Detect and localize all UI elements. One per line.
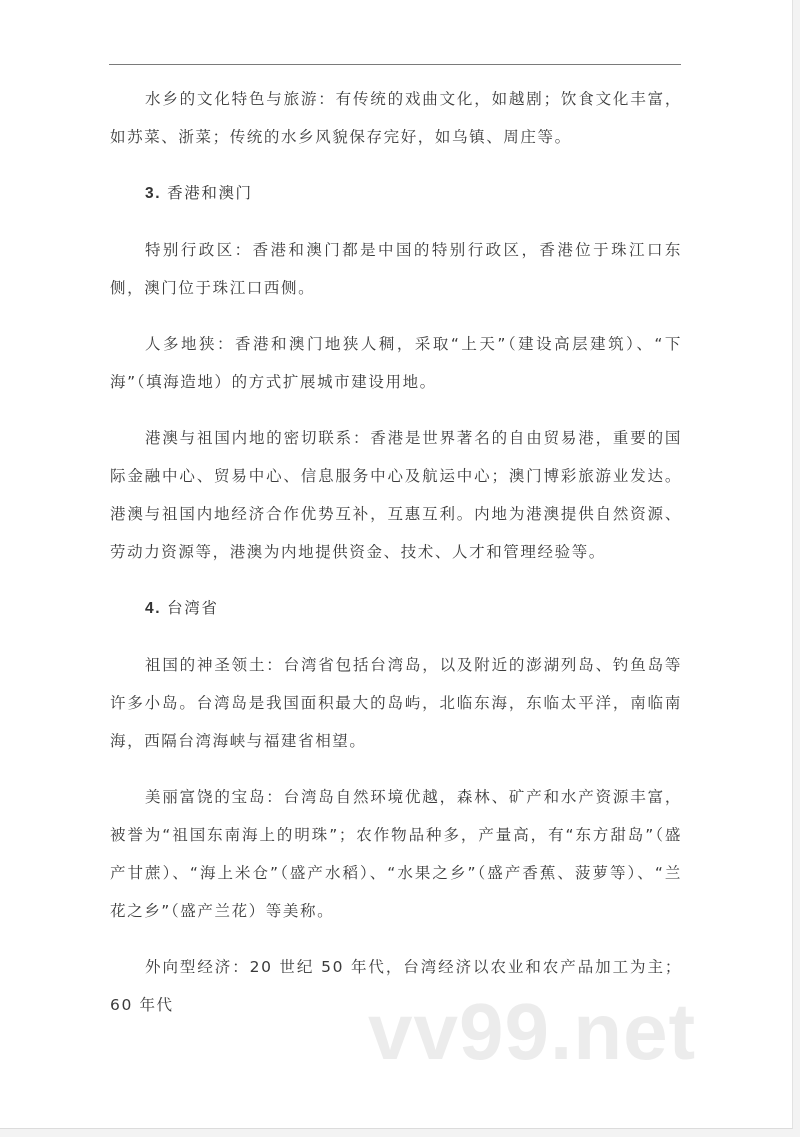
section-number: 4. <box>145 600 162 617</box>
document-body <box>110 80 682 1042</box>
section-title: 香港和澳门 <box>167 184 253 202</box>
paragraph-treasure-island: 美丽富饶的宝岛：台湾岛自然环境优越，森林、矿产和水产资源丰富，被誉为“祖国东南海上的明珠”；农作物品种多，产量高，有“东方甜岛”（盛产甘蔗）、“海上米仓”（盛产水稻）、“水果之乡”（盛产香蕉、菠萝等）、“兰花之乡”（盛产兰花）等美称。 <box>110 788 682 920</box>
paragraph-special-administrative-region: 特别行政区：香港和澳门都是中国的特别行政区，香港位于珠江口东侧，澳门位于珠江口西侧。 <box>110 241 682 297</box>
paragraph-sacred-territory: 祖国的神圣领土：台湾省包括台湾岛，以及附近的澎湖列岛、钓鱼岛等许多小岛。台湾岛是我国面积最大的岛屿，北临东海，东临太平洋，南临南海，西隔台湾海峡与福建省相望。 <box>110 656 682 750</box>
header-rule <box>109 64 681 65</box>
section-heading-hongkong-macau <box>110 174 682 213</box>
paragraph-mainland-ties: 港澳与祖国内地的密切联系：香港是世界著名的自由贸易港，重要的国际金融中心、贸易中心、信息服务中心及航运中心；澳门博彩旅游业发达。港澳与祖国内地经济合作优势互补，互惠互利。内地为港澳提供自然资源、劳动力资源等，港澳为内地提供资金、技术、人才和管理经验等。 <box>110 429 682 561</box>
section-title: 台湾省 <box>167 599 219 617</box>
paragraph-export-economy: 外向型经济：20 世纪 50 年代，台湾经济以农业和农产品加工为主；60 年代 <box>110 958 682 1014</box>
section-number: 3. <box>145 185 162 202</box>
paragraph-dense-population: 人多地狭：香港和澳门地狭人稠，采取“上天”（建设高层建筑）、“下海”（填海造地）的方式扩展城市建设用地。 <box>110 335 682 391</box>
paragraph-water-town-culture: 水乡的文化特色与旅游：有传统的戏曲文化，如越剧；饮食文化丰富，如苏菜、浙菜；传统的水乡风貌保存完好，如乌镇、周庄等。 <box>110 90 682 146</box>
watermark: vv99.net <box>368 987 697 1076</box>
section-heading-taiwan <box>110 589 682 628</box>
